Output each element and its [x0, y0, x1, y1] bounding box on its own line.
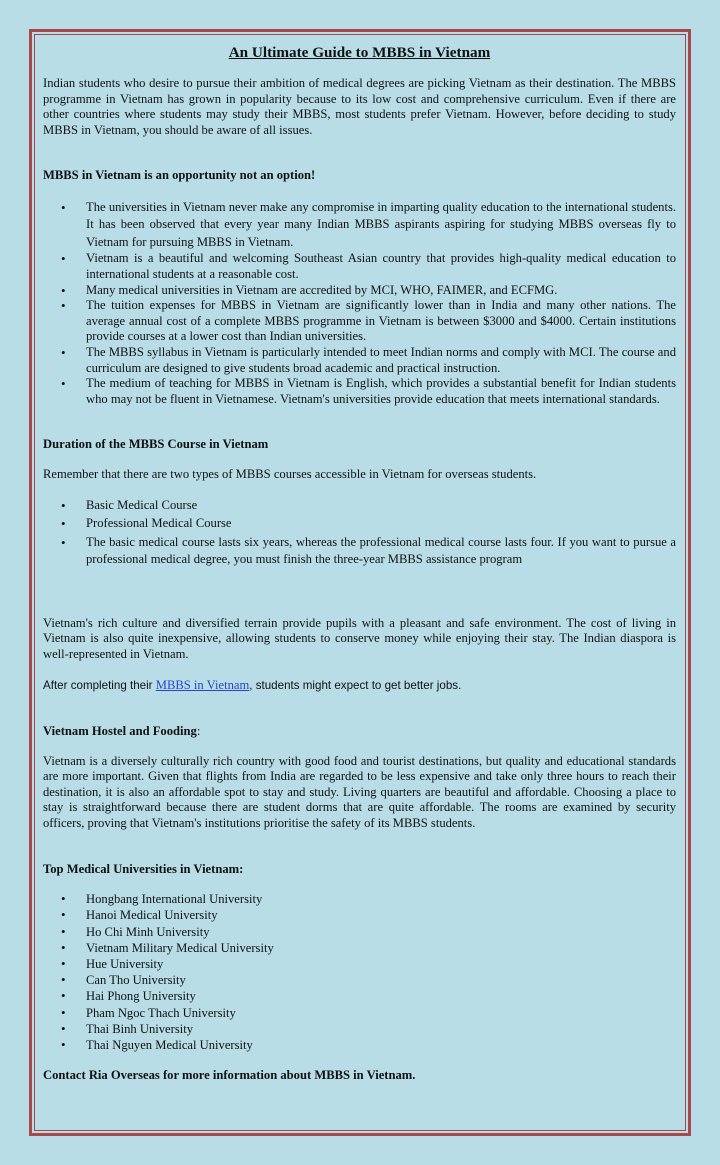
list-item: • Hanoi Medical University	[43, 907, 676, 923]
list-item: • Vietnam is a beautiful and welcoming Southeast Asian country that provides high-quality medical education to international students at a reasonable cost.	[43, 251, 676, 282]
jobs-text-before: After completing their	[43, 679, 156, 693]
list-item: • The medium of teaching for MBBS in Vietnam is English, which provides a substantial benefit for Indian students who may not be fluent in Vietnamese. Vietnam's universities provide education that meets international standards.	[43, 376, 676, 407]
universities-list	[43, 891, 676, 1053]
section-heading-hostel: Vietnam Hostel and Fooding	[43, 723, 197, 738]
list-item: • Hue University	[43, 956, 676, 972]
list-item: • The tuition expenses for MBBS in Vietnam are significantly lower than in India and many other nations. The average annual cost of a complete MBBS programme in Vietnam is between $3000 and $4000. Certain institutions provide courses at a lower cost than Indian universities.	[43, 298, 676, 345]
list-item: • Vietnam Military Medical University	[43, 940, 676, 956]
mbbs-vietnam-link[interactable]: MBBS in Vietnam	[155, 678, 250, 693]
list-item: • Ho Chi Minh University	[43, 924, 676, 940]
duration-list	[43, 497, 676, 569]
heading-colon: :	[196, 723, 201, 738]
duration-intro: Remember that there are two types of MBBS courses accessible in Vietnam for overseas students.	[43, 467, 537, 481]
opportunity-list	[43, 199, 676, 407]
culture-paragraph: Vietnam's rich culture and diversified terrain provide pupils with a pleasant and safe environment. The cost of living in Vietnam is also quite inexpensive, allowing students to conserve money while enjoying their stay. The Indian diaspora is well-represented in Vietnam.	[43, 615, 676, 661]
hostel-heading-line	[43, 724, 676, 740]
contact-line: Contact Ria Overseas for more information about MBBS in Vietnam.	[43, 1068, 416, 1083]
list-item: • Hai Phong University	[43, 988, 676, 1004]
list-item: • Thai Binh University	[43, 1021, 676, 1037]
list-item: • Pham Ngoc Thach University	[43, 1005, 676, 1021]
document-title: An Ultimate Guide to MBBS in Vietnam	[228, 44, 491, 61]
list-item: • The MBBS syllabus in Vietnam is particularly intended to meet Indian norms and comply with MCI. The course and curriculum are designed to give students broad academic and practical instruction.	[43, 345, 676, 376]
list-item: • Many medical universities in Vietnam are accredited by MCI, WHO, FAIMER, and ECFMG.	[43, 283, 676, 299]
section-heading-universities: Top Medical Universities in Vietnam:	[43, 861, 244, 876]
list-item: • The basic medical course lasts six years, whereas the professional medical course lasts four. If you want to pursue a professional medical degree, you must finish the three-year MBBS assistance program	[43, 534, 676, 569]
hostel-paragraph: Vietnam is a diversely culturally rich country with good food and tourist destinations, but quality and educational standards are more important. Given that flights from India are regarded to be less expensive and take only three hours to reach their destination, it is also an affordable spot to stay and study. Living quarters are beautiful and affordable. Choosing a place to stay is straightforward because there are student dorms that are quite affordable. The rooms are examined by security officers, proving that Vietnam's institutions prioritise the safety of its MBBS students.	[43, 753, 676, 830]
section-heading-duration: Duration of the MBBS Course in Vietnam	[43, 437, 269, 452]
jobs-paragraph	[43, 678, 676, 694]
jobs-text-after: , students might expect to get better jobs.	[249, 679, 462, 693]
list-item: • Can Tho University	[43, 972, 676, 988]
section-heading-opportunity: MBBS in Vietnam is an opportunity not an option!	[43, 168, 316, 183]
list-item: • Thai Nguyen Medical University	[43, 1037, 676, 1053]
intro-paragraph: Indian students who desire to pursue their ambition of medical degrees are picking Vietnam as their destination. The MBBS programme in Vietnam has grown in popularity because to its low cost and comprehensive curriculum. Even if there are other countries where students may study their MBBS, most students prefer Vietnam. However, before deciding to study MBBS in Vietnam, you should be aware of all issues.	[43, 76, 676, 137]
list-item: • Professional Medical Course	[43, 515, 676, 533]
list-item: • The universities in Vietnam never make any compromise in imparting quality education to the international students. It has been observed that every year many Indian MBBS aspirants aspiring for studying MBBS overseas fly to Vietnam for pursuing MBBS in Vietnam.	[43, 199, 676, 252]
document-body	[43, 44, 676, 1084]
list-item: • Hongbang International University	[43, 891, 676, 907]
list-item: • Basic Medical Course	[43, 497, 676, 515]
